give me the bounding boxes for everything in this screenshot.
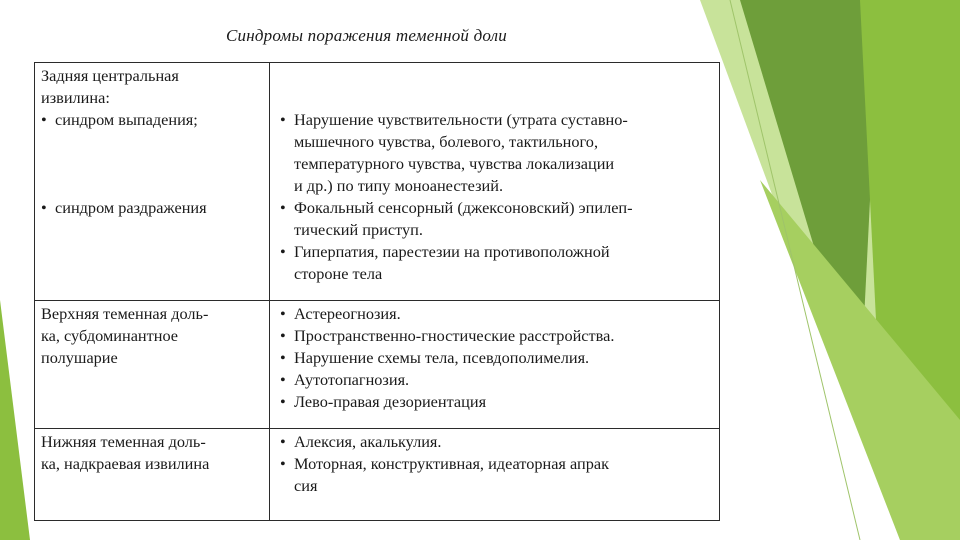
table-row [34,62,720,301]
decor-line [730,0,860,540]
list-item: • Моторная, конструктивная, идеаторная апрак [280,454,609,473]
table-row [34,300,720,429]
list-item: • Нарушение схемы тела, псевдополимелия. [280,348,590,367]
right-mid-green-shape [860,0,960,540]
right-light-green-panel [700,0,960,540]
syndrome-table-sheet [34,62,722,522]
region-cell: Нижняя теменная доль- ка, надкраевая извилина [35,429,270,521]
symptom-cell [270,301,720,429]
list-item: • Гиперпатия, парестезии на противоположной [280,242,610,261]
list-item: • синдром раздражения [41,198,207,217]
region-cell: Задняя центральная извилина: • синдром выпадения; • синдром раздражения [35,63,270,301]
left-green-triangle [0,300,30,540]
list-item: • Аутотопагнозия. [280,370,410,389]
symptom-cell: • Нарушение чувствительности (утрата суставно- мышечного чувства, болевого, тактильного, температурного чувства, чувства локализации и др.) по типу моноанестезий. • Фокальный сенсорный (джексоновский) эпилеп- тический приступ. • Гиперпатия, парестезии на противоположной стороне тела [270,63,720,301]
list-item: • Лево-правая дезориентация [280,392,487,411]
list-item: • Пространственно-гностические расстройства. [280,326,615,345]
region-cell: Верхняя теменная доль- ка, субдоминантное полушарие [35,301,270,429]
list-item: • Фокальный сенсорный (джексоновский) эпилеп- [280,198,633,217]
right-dark-green-shape [740,0,880,400]
table-caption: Синдромы поражения теменной доли [226,26,507,45]
list-item: • Нарушение чувствительности (утрата суставно- [280,110,628,129]
right-lower-green-shape [760,180,960,540]
list-item: • Алексия, акалькулия. [280,432,442,451]
list-item: • синдром выпадения; [41,110,198,129]
table-row [34,428,720,521]
symptom-cell: • Алексия, акалькулия. • Моторная, конструктивная, идеаторная апрак сия [270,429,720,521]
list-item: • Астереогнозия. [280,304,401,323]
